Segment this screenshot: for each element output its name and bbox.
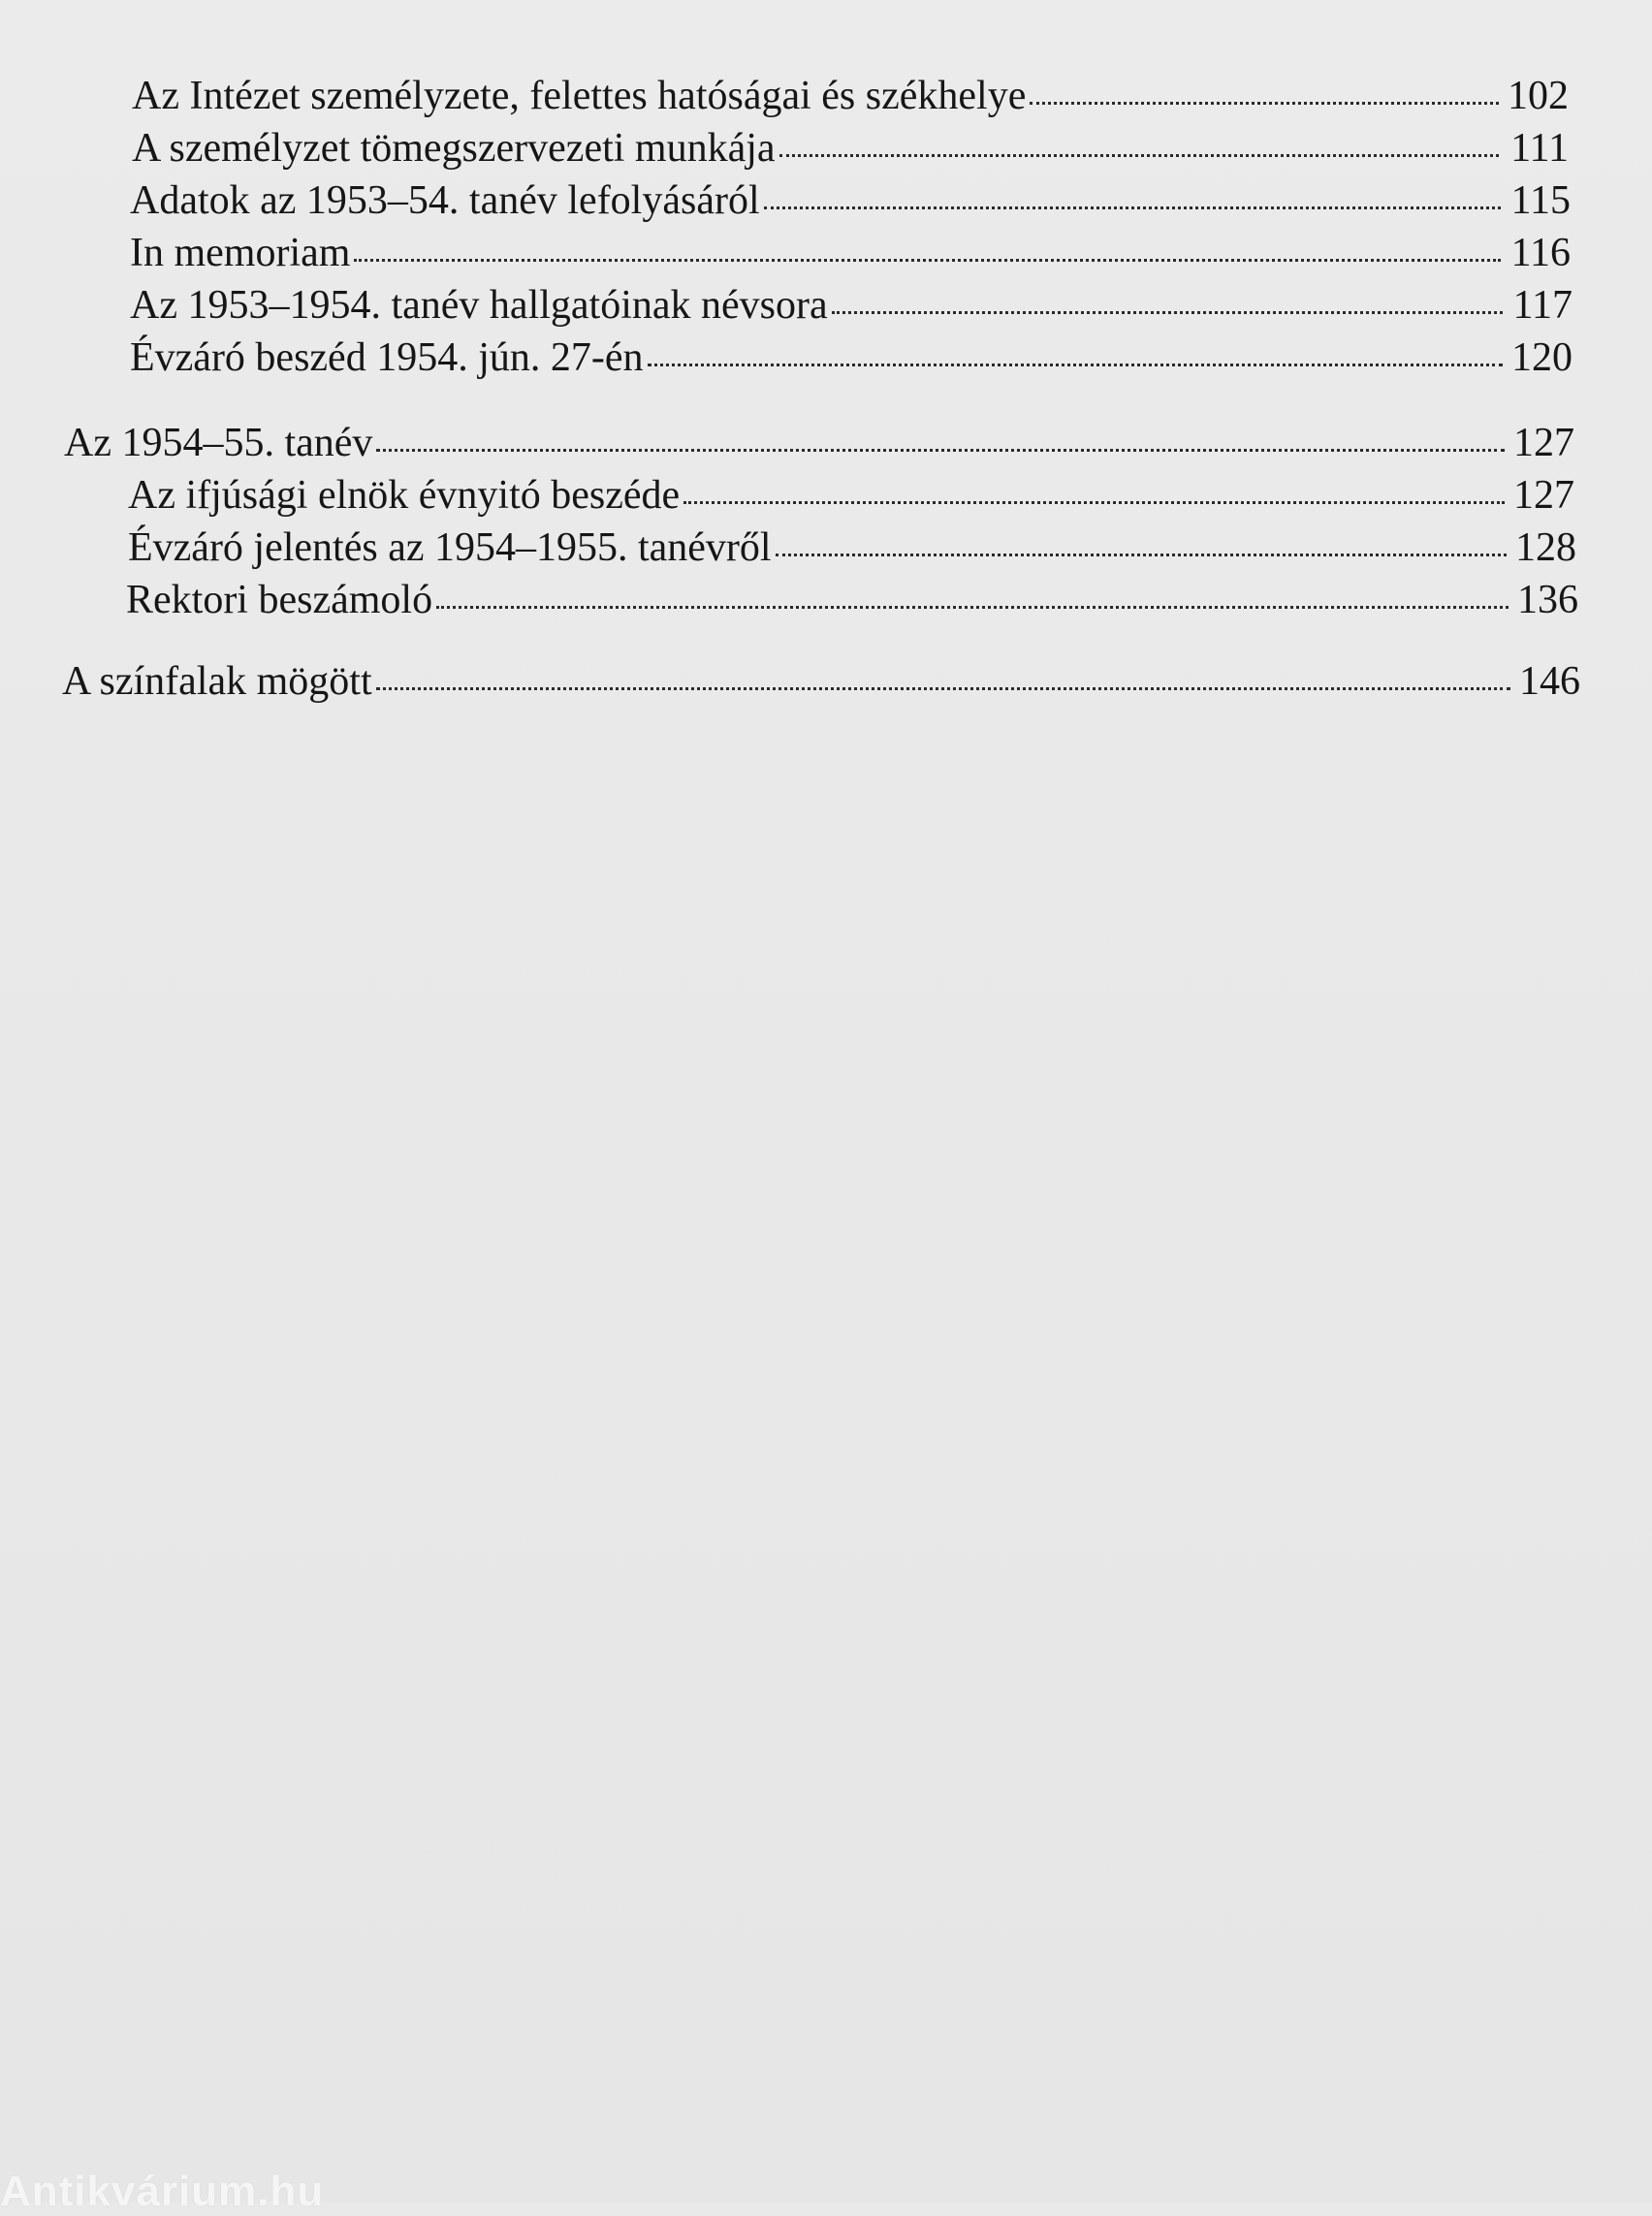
dot-leader <box>779 154 1499 157</box>
toc-entry-title: Adatok az 1953–54. tanév lefolyásáról <box>130 178 760 223</box>
dot-leader <box>832 311 1503 314</box>
toc-entry-page: 146 <box>1519 659 1580 704</box>
toc-entry-title: Évzáró beszéd 1954. jún. 27-én <box>130 335 644 380</box>
toc-entry-page: 116 <box>1510 231 1571 275</box>
toc-entry-title: Az Intézet személyzete, felettes hatóságai és székhelye <box>132 74 1027 118</box>
toc-entry-page: 102 <box>1508 74 1569 118</box>
dot-leader <box>376 449 1505 452</box>
toc-entry <box>130 279 1573 332</box>
toc-entry-title: Az 1953–1954. tanév hallgatóinak névsora <box>130 283 828 328</box>
toc-entry-page: 111 <box>1510 126 1569 171</box>
dot-leader <box>354 259 1501 262</box>
toc-entry <box>132 122 1569 174</box>
toc-entry <box>126 574 1578 626</box>
toc-entry-page: 117 <box>1512 283 1573 328</box>
toc-entry-page: 115 <box>1510 178 1571 223</box>
toc-entry-title: Az 1954–55. tanév <box>64 421 373 465</box>
toc-entry-page: 120 <box>1511 335 1573 380</box>
dot-leader <box>648 364 1504 366</box>
dot-leader <box>436 606 1509 609</box>
dot-leader <box>683 501 1505 504</box>
dot-leader <box>764 206 1501 209</box>
dot-leader <box>376 687 1510 690</box>
dot-leader <box>1030 102 1499 105</box>
toc-entry-page: 127 <box>1513 421 1574 465</box>
toc-entry <box>128 522 1576 574</box>
toc-entry-title: In memoriam <box>130 231 351 275</box>
toc-entry-title: Évzáró jelentés az 1954–1955. tanévről <box>128 525 772 570</box>
toc-entry-page: 127 <box>1513 473 1574 518</box>
toc-entry-title: A személyzet tömegszervezeti munkája <box>132 126 776 171</box>
toc-entry-title: Rektori beszámoló <box>126 578 433 622</box>
toc-entry-title: Az ifjúsági elnök évnyitó beszéde <box>128 473 681 518</box>
toc-entry-page: 136 <box>1517 578 1578 622</box>
toc-section-entry <box>64 417 1574 469</box>
toc-entry <box>130 227 1571 279</box>
toc-entry <box>130 332 1573 384</box>
toc-entry <box>132 70 1569 122</box>
toc-entry <box>128 469 1574 522</box>
toc-entry-page: 128 <box>1515 525 1576 570</box>
toc-entry-title: A színfalak mögött <box>62 659 372 704</box>
toc-entry <box>130 174 1571 227</box>
watermark-logo: Antikvárium.hu <box>0 2168 325 2215</box>
dot-leader <box>776 554 1507 556</box>
toc-section-entry <box>62 655 1580 708</box>
